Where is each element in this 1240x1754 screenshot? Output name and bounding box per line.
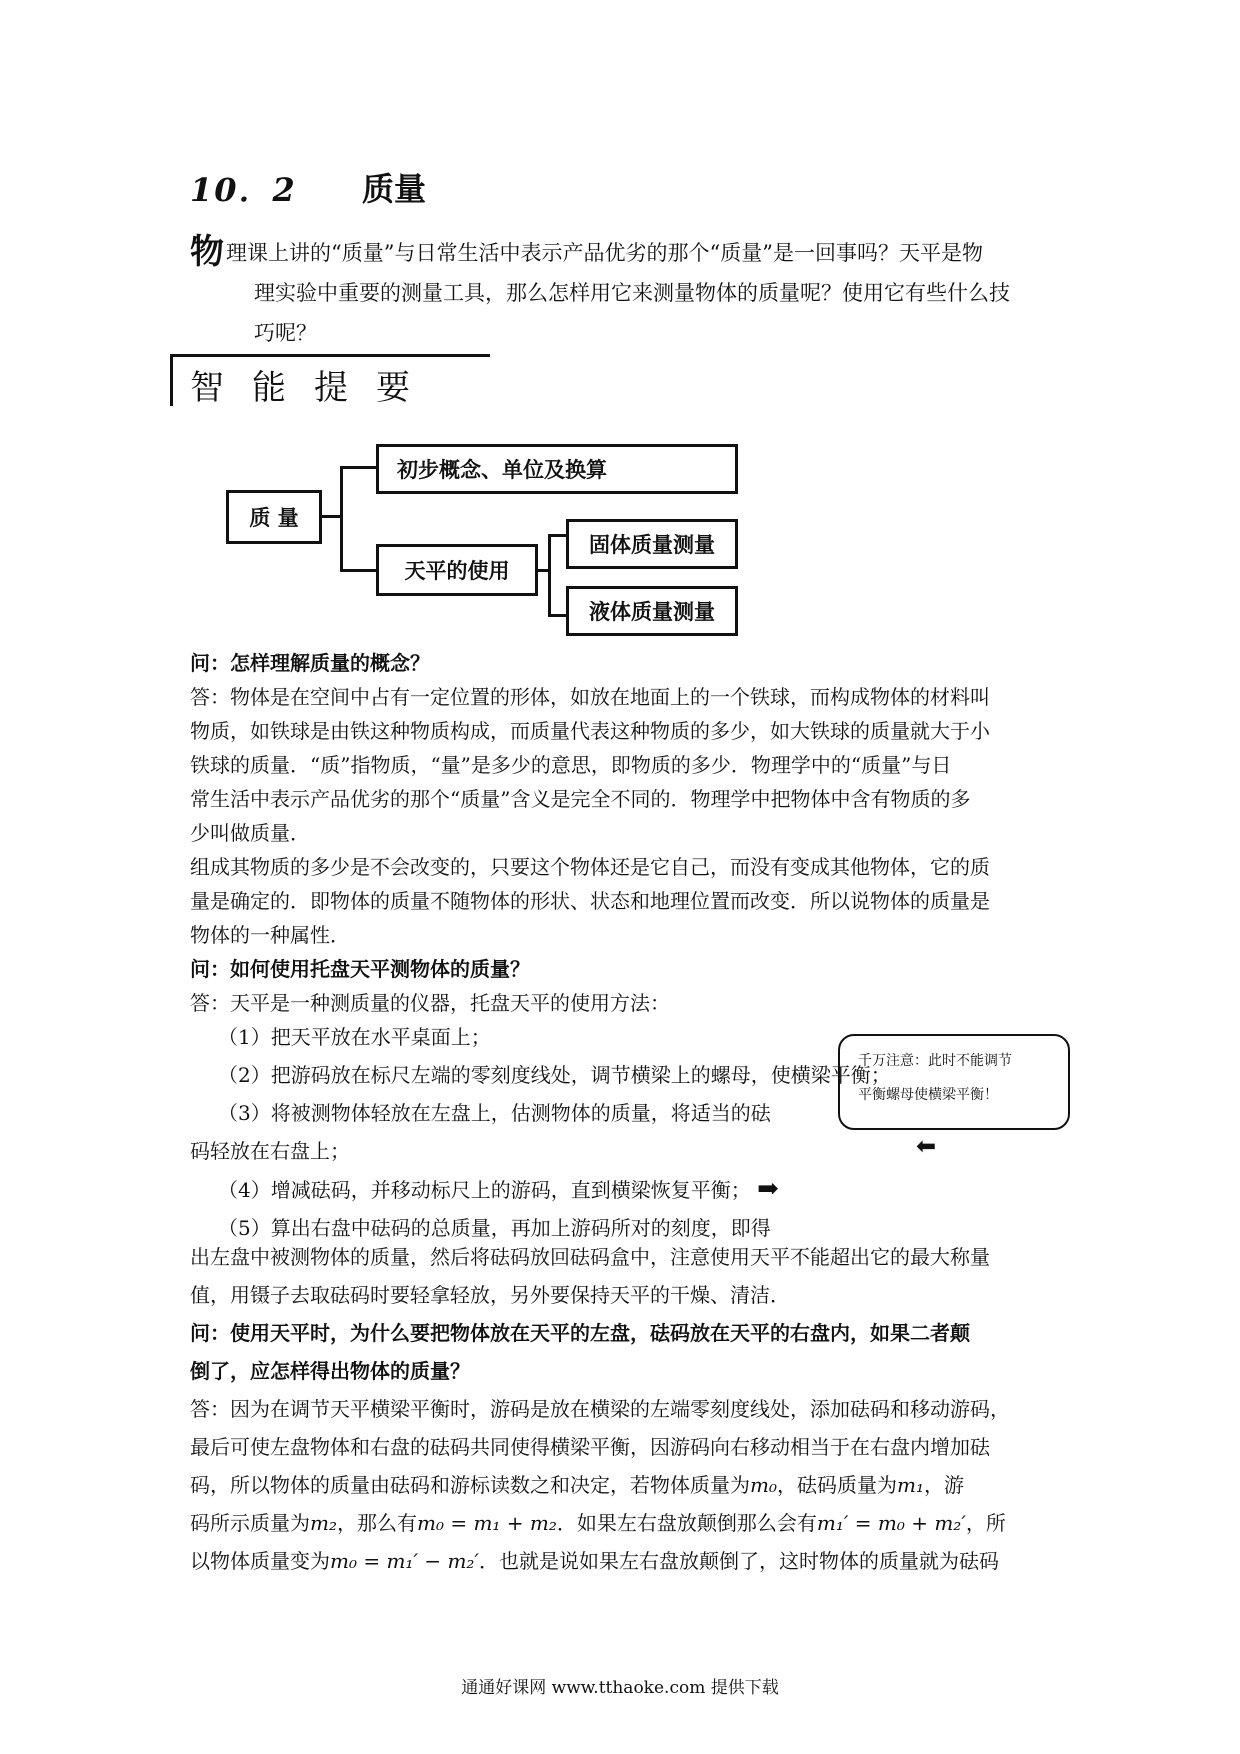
answer-line: 少叫做质量． [190,821,310,845]
callout-bubble [838,1034,1070,1130]
question: 问：如何使用托盘天平测物体的质量？ [190,957,530,981]
answer-line: 最后可使左盘物体和右盘的砝码共同使得横梁平衡，因游码向右移动相当于在右盘内增加砝 [190,1435,990,1459]
connector [340,569,376,572]
question: 问：使用天平时，为什么要把物体放在天平的左盘，砝码放在天平的右盘内，如果二者颠 [190,1321,970,1345]
callout-line-1: 千万注意：此时不能调节 [858,1053,1012,1069]
text: ．如果左右盘放颠倒那么会有 [556,1511,817,1535]
answer-line: 值，用镊子去取砝码时要轻拿轻放，另外要保持天平的干燥、清洁． [190,1283,790,1307]
diagram-branch-balance: 天平的使用 [376,544,538,596]
arrow-right-icon: ➡ [757,1174,779,1204]
arrow-left-icon: ⬅ [916,1132,937,1160]
intro-paragraph [190,232,1060,353]
intro-line-1: 理课上讲的“质量”与日常生活中表示产品优劣的那个“质量”是一回事吗？天平是物 [226,241,983,265]
text: ，那么有 [336,1511,417,1535]
page-footer: 通通好课网 www.tthaoke.com 提供下载 [461,1678,779,1698]
step-2: （2）把游码放在标尺左端的零刻度线处，调节横梁上的螺母，使横梁平衡； [218,1063,891,1087]
callout-line-2: 平衡螺母使横梁平衡！ [858,1087,998,1103]
answer-line: 量是确定的．即物体的质量不随物体的形状、状态和地理位置而改变．所以说物体的质量是 [190,889,990,913]
connector [548,614,568,617]
connector [548,534,568,537]
formula: m₀ = m₁ + m₂ [416,1511,557,1535]
answer-line: 物体的一种属性． [190,923,350,947]
section-rule-top [170,354,490,357]
intro-drop-cap: 物 [190,232,224,272]
connector [322,515,342,518]
answer-line: 答：物体是在空间中占有一定位置的形体，如放在地面上的一个铁球，而构成物体的材料叫 [190,685,990,709]
page-title: 质量 [362,170,427,208]
question: 问：怎样理解质量的概念？ [190,651,430,675]
section-rule-left [170,354,173,406]
answer-line: 常生活中表示产品优劣的那个“质量”含义是完全不同的．物理学中把物体中含有物质的多 [190,787,971,811]
diagram-leaf-solid: 固体质量测量 [566,519,738,569]
step-4-text: （4）增减砝码，并移动标尺上的游码，直到横梁恢复平衡； [218,1178,751,1202]
text: ，砝码质量为 [776,1473,897,1497]
text: ．也就是说如果左右盘放颠倒了，这时物体的质量就为砝码 [478,1549,999,1573]
step-3-cont: 码轻放在右盘上； [190,1139,350,1163]
section-title: 智能提要 [190,368,438,408]
connector [340,466,376,469]
step-5: （5）算出右盘中砝码的总质量，再加上游码所对的刻度，即得 [218,1216,771,1240]
question: 倒了，应怎样得出物体的质量？ [190,1359,470,1383]
text: ，所 [965,1511,1006,1535]
text: 码，所以物体的质量由砝码和游标读数之和决定，若物体质量为 [190,1473,750,1497]
steps-list [190,1018,891,1247]
formula: m₁′ = m₀ + m₂′ [816,1511,966,1535]
answer-line [190,1504,1060,1542]
section-number: 10．2 [190,171,297,209]
answer-line [190,1542,1060,1580]
text: 以物体质量变为 [190,1549,330,1573]
qa-block-2 [190,1238,1060,1580]
diagram-branch-concept: 初步概念、单位及换算 [376,444,738,494]
answer-line: 组成其物质的多少是不会改变的，只要这个物体还是它自己，而没有变成其他物体，它的质 [190,855,990,879]
step-1: （1）把天平放在水平桌面上； [218,1025,491,1049]
answer-line: 物质，如铁球是由铁这种物质构成，而质量代表这种物质的多少，如大铁球的质量就大于小 [190,719,990,743]
text: ，游 [923,1473,964,1497]
intro-line-2: 理实验中重要的测量工具，那么怎样用它来测量物体的质量呢？使用它有些什么技 [254,281,1010,305]
formula: m₀ = m₁′ − m₂′ [330,1549,479,1573]
qa-block-1 [190,646,1060,1020]
answer-line: 铁球的质量．“质”指物质，“量”是多少的意思，即物质的多少．物理学中的“质量”与日 [190,753,952,777]
diagram-leaf-liquid: 液体质量测量 [566,586,738,636]
step-3: （3）将被测物体轻放在左盘上，估测物体的质量，将适当的砝 [218,1101,771,1125]
intro-line-3: 巧呢？ [254,321,317,345]
text: 码所示质量为 [190,1511,310,1535]
formula: m₀ [750,1473,777,1497]
step-4 [190,1170,830,1209]
answer-line: 出左盘中被测物体的质量，然后将砝码放回砝码盒中，注意使用天平不能超出它的最大称量 [190,1245,990,1269]
connector [548,534,551,616]
answer-line [190,1466,1060,1504]
formula: m₁ [896,1473,924,1497]
connector [340,466,343,572]
section-header [170,354,490,408]
formula: m₂ [310,1511,337,1535]
answer-line: 答：天平是一种测质量的仪器，托盘天平的使用方法： [190,991,670,1015]
answer-line: 答：因为在调节天平横梁平衡时，游码是放在横梁的左端零刻度线处，添加砝码和移动游码， [190,1397,1010,1421]
diagram-root: 质 量 [226,490,322,544]
